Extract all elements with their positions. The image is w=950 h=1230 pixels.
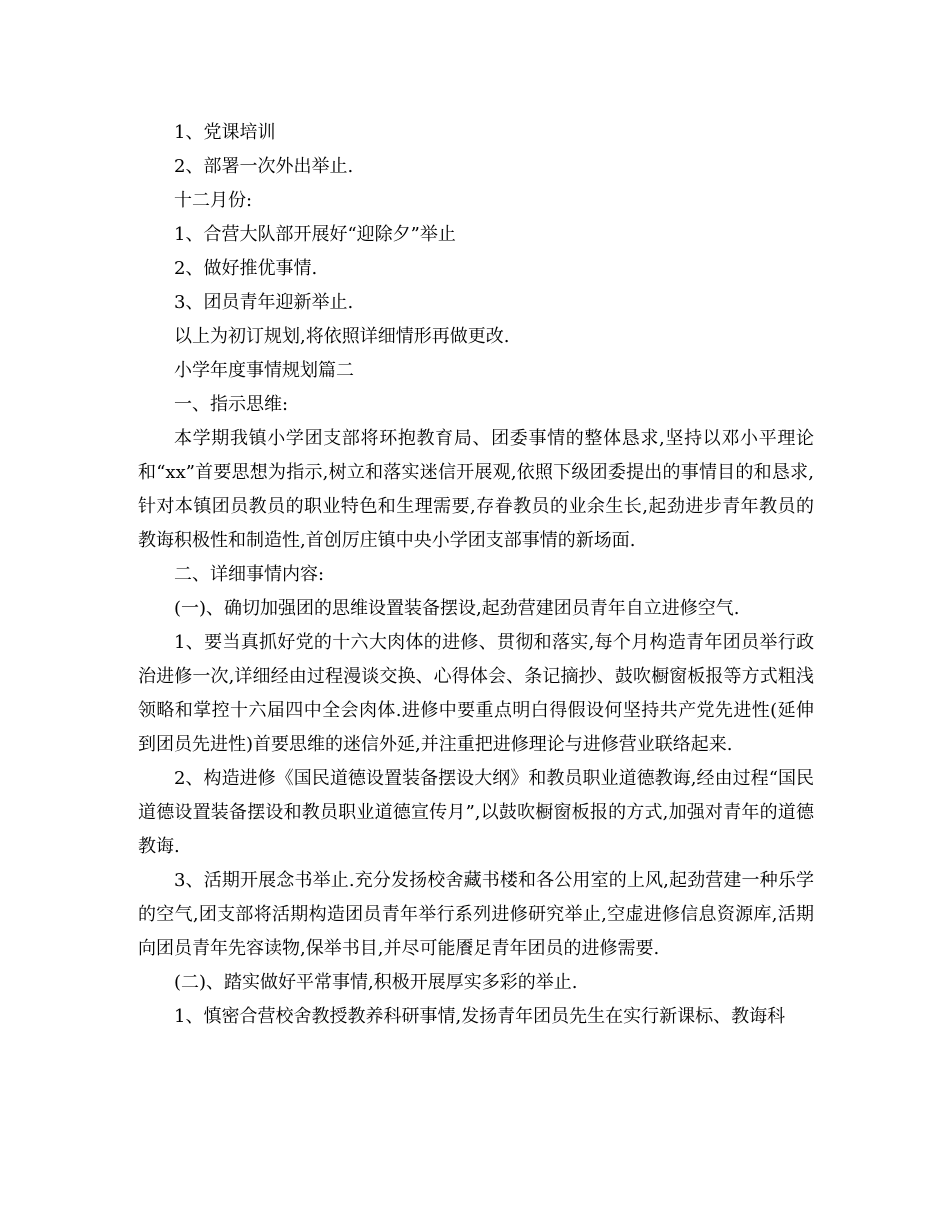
section-title: 小学年度事情规划篇二 (174, 360, 354, 381)
paragraph: 1、要当真抓好党的十六大肉体的进修、贯彻和落实,每个月构造青年团员举行政治进修一次,详细经由过程漫谈交换、心得体会、条记摘抄、鼓吹橱窗板报等方式粗浅领略和掌控十六届四中全会肉体.进修中要重点明白得假设何坚持共产党先进性(延伸到团员先进性)首要思维的迷信外延,并注重把进修理论与进修营业联络起来. (138, 632, 814, 755)
text-line: 以上为初订规划,将依照详细情形再做更改. (174, 326, 510, 347)
text-line: 2、做好推优事情. (174, 258, 318, 279)
text-line: 1、合营大队部开展好“迎除夕”举止 (174, 224, 456, 245)
text-line: 2、部署一次外出举止. (174, 156, 354, 177)
text-line: 1、党课培训 (174, 122, 276, 143)
paragraph: 3、活期开展念书举止.充分发扬校舍藏书楼和各公用室的上风,起劲营建一种乐学的空气,团支部将活期构造团员青年举行系列进修研究举止,空虚进修信息资源库,活期向团员青年先容读物,保举书目,并尽可能餍足青年团员的进修需要. (138, 870, 814, 959)
paragraph: 2、构造进修《国民道德设置装备摆设大纲》和教员职业道德教诲,经由过程“国民道德设置装备摆设和教员职业道德宣传月”,以鼓吹橱窗板报的方式,加强对青年的道德教诲. (138, 768, 814, 857)
document-page (138, 116, 814, 1034)
section-heading: 一、指示思维: (174, 394, 289, 415)
text-line: 3、团员青年迎新举止. (174, 292, 354, 313)
section-heading: 二、详细事情内容: (174, 564, 325, 585)
subsection-heading: (一)、确切加强团的思维设置装备摆设,起劲营建团员青年自立进修空气. (174, 598, 740, 619)
subsection-heading: (二)、踏实做好平常事情,积极开展厚实多彩的举止. (174, 972, 578, 993)
paragraph: 1、慎密合营校舍教授教养科研事情,发扬青年团员先生在实行新课标、教诲科 (174, 1006, 786, 1027)
paragraph: 本学期我镇小学团支部将环抱教育局、团委事情的整体恳求,坚持以邓小平理论和“xx”首要思想为指示,树立和落实迷信开展观,依照下级团委提出的事情目的和恳求,针对本镇团员教员的职业特色和生理需要,存眷教员的业余生长,起劲进步青年教员的教诲积极性和制造性,首创厉庄镇中央小学团支部事情的新场面. (138, 428, 814, 551)
text-line: 十二月份: (174, 190, 253, 211)
